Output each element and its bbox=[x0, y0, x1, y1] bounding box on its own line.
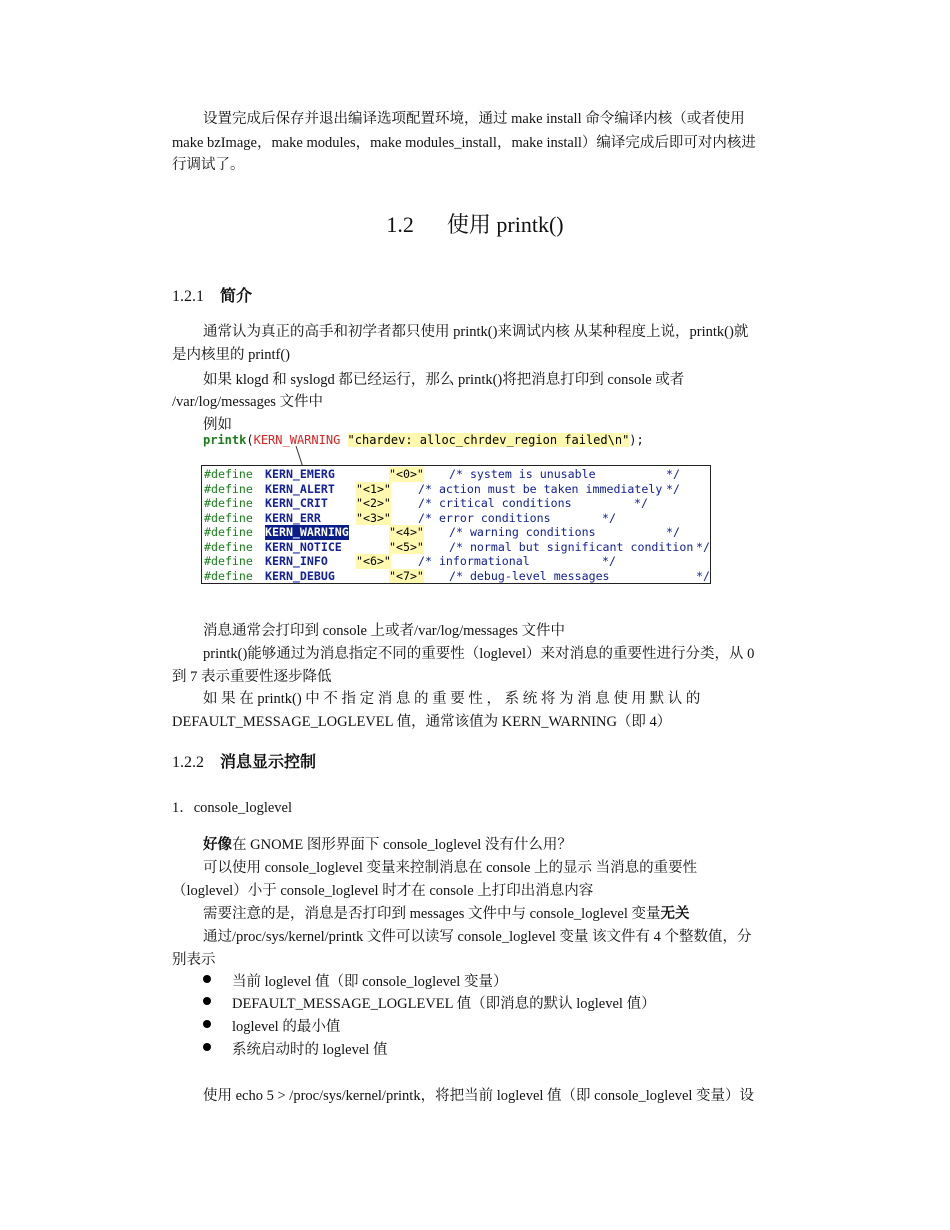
define-keyword: #define bbox=[204, 568, 253, 583]
example-label: 例如 bbox=[203, 417, 232, 433]
p6-bold: 好像 bbox=[203, 837, 232, 853]
subsection-title: 简介 bbox=[220, 288, 253, 305]
p9-line-2: 别表示 bbox=[172, 952, 216, 968]
define-row bbox=[204, 540, 708, 555]
define-keyword: #define bbox=[204, 554, 253, 568]
subsection-heading-intro bbox=[172, 283, 252, 306]
p10: 使用 echo 5 > /proc/sys/kernel/printk，将把当前 loglevel 值（即 console_loglevel 变量）设 bbox=[203, 1088, 755, 1104]
define-comment-end: */ bbox=[666, 481, 680, 496]
intro-line-1: 设置完成后保存并退出编译选项配置环境，通过 make install 命令编译内核（或者使用 bbox=[203, 111, 745, 127]
define-comment: /* error conditions bbox=[418, 510, 551, 525]
bullet-item: loglevel 的最小值 bbox=[232, 1019, 341, 1035]
define-listing bbox=[201, 465, 711, 584]
bullet-dot bbox=[203, 1020, 211, 1028]
define-row bbox=[204, 554, 708, 569]
p3: 消息通常会打印到 console 上或者/var/log/messages 文件中 bbox=[203, 623, 566, 639]
bullet-dot bbox=[203, 997, 211, 1005]
bullet-item: 系统启动时的 loglevel 值 bbox=[232, 1042, 388, 1058]
define-value: "<2>" bbox=[356, 496, 391, 510]
define-keyword: #define bbox=[204, 510, 253, 525]
bullet-dot bbox=[203, 975, 211, 983]
define-row bbox=[204, 569, 708, 584]
p2-line-2: /var/log/messages 文件中 bbox=[172, 394, 324, 410]
define-row bbox=[204, 496, 708, 511]
p8-text: 需要注意的是，消息是否打印到 messages 文件中与 console_loglevel 变量 bbox=[203, 906, 661, 922]
define-name: KERN_CRIT bbox=[265, 496, 328, 510]
bullet-dot bbox=[203, 1043, 211, 1051]
p9-line-1: 通过/proc/sys/kernel/printk 文件可以读写 console_loglevel 变量 该文件有 4 个整数值，分 bbox=[203, 929, 752, 945]
define-row bbox=[204, 525, 708, 540]
code-function: printk bbox=[203, 433, 247, 447]
p5-line-1: 如 果 在 printk() 中 不 指 定 消 息 的 重 要 性 ， 系 统 将 为 消 息 使 用 默 认 的 bbox=[203, 691, 701, 707]
p4-line-2: 到 7 表示重要性逐步降低 bbox=[172, 669, 332, 685]
define-name: KERN_ERR bbox=[265, 510, 321, 525]
subsection-heading-display bbox=[172, 749, 316, 772]
define-row bbox=[204, 482, 708, 497]
subsection-number: 1.2.1 bbox=[172, 288, 204, 305]
define-row bbox=[204, 511, 708, 526]
define-value: "<7>" bbox=[389, 568, 424, 583]
bullet-item: DEFAULT_MESSAGE_LOGLEVEL 值（即消息的默认 loglevel 值） bbox=[232, 996, 656, 1012]
p1-line-2: 是内核里的 printf() bbox=[172, 347, 290, 363]
define-value: "<6>" bbox=[356, 554, 391, 568]
code-paren-close: ); bbox=[629, 433, 644, 447]
define-comment-end: */ bbox=[666, 467, 680, 481]
intro-line-2: make bzImage，make modules，make modules_install，make install）编译完成后即可对内核进 bbox=[172, 135, 756, 151]
define-value: "<5>" bbox=[389, 539, 424, 554]
define-value: "<0>" bbox=[389, 467, 424, 481]
define-name: KERN_ALERT bbox=[265, 481, 335, 496]
p6-rest: 在 GNOME 图形界面下 console_loglevel 没有什么用？ bbox=[232, 837, 572, 853]
p1-line-1: 通常认为真正的高手和初学者都只使用 printk()来调试内核 从某种程度上说，printk()就 bbox=[203, 324, 749, 340]
code-paren-open: ( bbox=[246, 433, 254, 447]
define-comment: /* system is unusable bbox=[449, 467, 596, 481]
define-name: KERN_DEBUG bbox=[265, 568, 335, 583]
define-comment-end: */ bbox=[696, 539, 710, 554]
define-comment: /* debug-level messages bbox=[449, 568, 610, 583]
p7-line-1: 可以使用 console_loglevel 变量来控制消息在 console 上的显示 当消息的重要性 bbox=[203, 860, 698, 876]
define-name: KERN_NOTICE bbox=[265, 539, 342, 554]
define-value: "<1>" bbox=[356, 481, 391, 496]
define-comment-end: */ bbox=[602, 554, 616, 568]
code-level: KERN_WARNING bbox=[253, 433, 341, 447]
define-comment-end: */ bbox=[696, 568, 710, 583]
define-name: KERN_INFO bbox=[265, 554, 328, 568]
define-name: KERN_EMERG bbox=[265, 467, 335, 481]
define-keyword: #define bbox=[204, 539, 253, 554]
define-comment: /* warning conditions bbox=[449, 525, 596, 539]
p8-bold: 无关 bbox=[660, 906, 690, 922]
section-heading bbox=[0, 208, 950, 239]
p8 bbox=[203, 902, 690, 923]
define-comment: /* action must be taken immediately bbox=[418, 481, 663, 496]
subsection-number: 1.2.2 bbox=[172, 754, 204, 771]
define-value: "<3>" bbox=[356, 510, 391, 525]
define-name: KERN_WARNING bbox=[265, 525, 349, 539]
define-comment-end: */ bbox=[666, 525, 680, 539]
section-number: 1.2 bbox=[386, 212, 414, 237]
p6 bbox=[203, 833, 572, 854]
define-keyword: #define bbox=[204, 496, 253, 510]
define-comment: /* normal but significant condition bbox=[449, 539, 694, 554]
define-comment: /* critical conditions bbox=[418, 496, 572, 510]
p2-line-1: 如果 klogd 和 syslogd 都已经运行，那么 printk()将把消息打印到 console 或者 bbox=[203, 372, 685, 388]
define-comment-end: */ bbox=[602, 510, 616, 525]
code-string: "chardev: alloc_chrdev_region failed\n" bbox=[347, 433, 630, 447]
p7-line-2: （loglevel）小于 console_loglevel 时才在 console 上打印出消息内容 bbox=[172, 883, 594, 899]
bullet-item: 当前 loglevel 值（即 console_loglevel 变量） bbox=[232, 974, 508, 990]
define-row bbox=[204, 467, 708, 482]
define-value: "<4>" bbox=[389, 525, 424, 539]
subsection-title: 消息显示控制 bbox=[220, 754, 317, 771]
p5-line-2: DEFAULT_MESSAGE_LOGLEVEL 值，通常该值为 KERN_WARNING（即 4） bbox=[172, 714, 672, 730]
section-title: 使用 printk() bbox=[446, 212, 564, 237]
define-keyword: #define bbox=[204, 525, 253, 539]
define-comment-end: */ bbox=[634, 496, 648, 510]
list-item-title: 1．console_loglevel bbox=[172, 800, 293, 816]
define-keyword: #define bbox=[204, 481, 253, 496]
define-comment: /* informational bbox=[418, 554, 530, 568]
p4-line-1: printk()能够通过为消息指定不同的重要性（loglevel）来对消息的重要性进行分类，从 0 bbox=[203, 646, 755, 662]
code-example bbox=[203, 433, 644, 447]
intro-line-3: 行调试了。 bbox=[172, 157, 245, 173]
define-keyword: #define bbox=[204, 467, 253, 481]
